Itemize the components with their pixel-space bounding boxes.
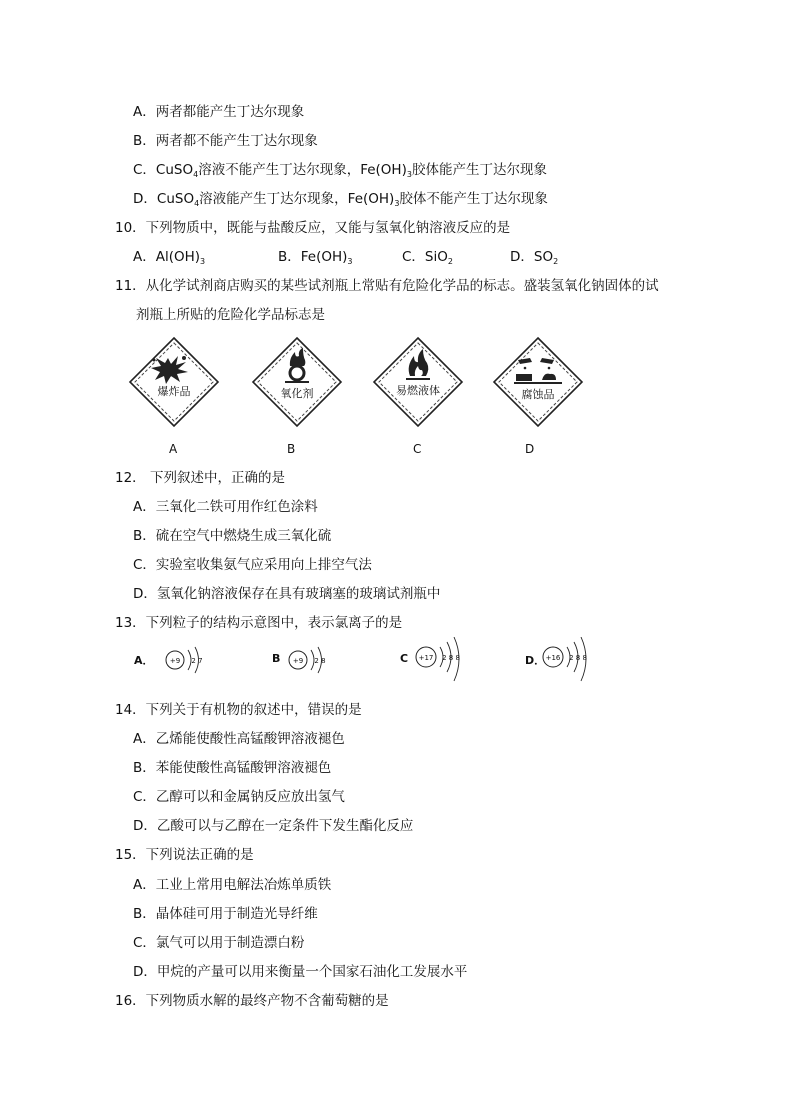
sign-d-text: 腐蚀品 — [521, 388, 555, 401]
q13-option-b-label: B — [272, 652, 281, 665]
q15-option-c: C．氯气可以用于制造漂白粉 — [133, 935, 305, 951]
svg-text:2 7: 2 7 — [191, 657, 203, 665]
corrosive-hazard-sign — [492, 336, 584, 428]
q13-option-c-label: C — [400, 652, 409, 665]
svg-text:+9: +9 — [292, 657, 304, 665]
q9-option-d: D．CuSO$_4$溶液能产生丁达尔现象，$Fe(OH)_3$胶体不能产生丁达尔现象 — [133, 191, 548, 208]
q13-option-d — [525, 645, 625, 685]
svg-text:+9: +9 — [169, 657, 181, 665]
q11-stem-line1: 11．从化学试剂商店购买的某些试剂瓶上常贴有危险化学品的标志。盛装氢氧化钠固体的试 — [115, 278, 659, 294]
q9-option-c: C．CuSO$_4$溶液不能产生丁达尔现象，$Fe(OH)_3$胶体能产生丁达尔现象 — [133, 162, 547, 179]
q11-stem-line2: 剂瓶上所贴的危险化学品标志是 — [136, 307, 325, 323]
atom-diagram-c — [412, 637, 484, 687]
sign-d-letter: D — [525, 442, 535, 456]
q16-stem: 16．下列物质水解的最终产物不含葡萄糖的是 — [115, 993, 389, 1009]
q10-stem: 10．下列物质中，既能与盐酸反应，又能与氢氧化钠溶液反应的是 — [115, 220, 511, 236]
svg-text:+17: +17 — [418, 654, 434, 662]
q10-option-b: B．$Fe(OH)_3$ — [278, 249, 353, 266]
svg-text:2 8 8: 2 8 8 — [569, 654, 587, 662]
sign-a-letter: A — [169, 442, 178, 456]
sign-b-letter: B — [287, 442, 296, 456]
explosive-hazard-sign — [128, 336, 220, 428]
q15-option-b: B．晶体硅可用于制造光导纤维 — [133, 906, 318, 922]
q13-option-b — [272, 645, 362, 685]
q10-option-d: D．$SO_2$ — [510, 249, 559, 266]
q12-option-a: A．三氧化二铁可用作红色涂料 — [133, 499, 318, 515]
atom-diagram-d — [539, 637, 611, 687]
svg-text:+16: +16 — [545, 654, 561, 662]
sign-b-text: 氧化剂 — [280, 387, 314, 400]
q13-option-d-label: D． — [525, 654, 546, 667]
sign-c-text: 易燃液体 — [396, 384, 440, 397]
q14-stem: 14．下列关于有机物的叙述中，错误的是 — [115, 702, 362, 718]
q12-option-c: C．实验室收集氨气应采用向上排空气法 — [133, 557, 372, 573]
q13-option-a-label: A． — [134, 654, 154, 667]
q13-option-a — [134, 645, 224, 685]
q10-option-c: C．SiO$_2$ — [402, 249, 453, 266]
q13-option-c — [400, 645, 500, 685]
q13-stem: 13．下列粒子的结构示意图中，表示氯离子的是 — [115, 615, 403, 631]
atom-diagram-a — [164, 645, 224, 685]
atom-diagram-b — [287, 645, 347, 685]
svg-text:2 8: 2 8 — [314, 657, 326, 665]
sign-a-text: 爆炸品 — [157, 385, 191, 398]
q12-stem: 12． 下列叙述中，正确的是 — [115, 470, 285, 486]
q10-option-a: A．$Al(OH)_3$ — [133, 249, 206, 266]
q15-option-d: D．甲烷的产量可以用来衡量一个国家石油化工发展水平 — [133, 964, 468, 980]
q12-option-b: B．硫在空气中燃烧生成三氧化硫 — [133, 528, 332, 544]
q10-options — [0, 247, 790, 267]
q14-option-d: D．乙酸可以与乙醇在一定条件下发生酯化反应 — [133, 818, 414, 834]
svg-text:2 8 8: 2 8 8 — [442, 654, 460, 662]
flammable-liquid-hazard-sign — [372, 336, 464, 428]
q14-option-c: C．乙醇可以和金属钠反应放出氢气 — [133, 789, 345, 805]
oxidizer-hazard-sign — [251, 336, 343, 428]
q14-option-a: A．乙烯能使酸性高锰酸钾溶液褪色 — [133, 731, 345, 747]
q9-option-b: B．两者都不能产生丁达尔现象 — [133, 133, 318, 149]
q14-option-b: B．苯能使酸性高锰酸钾溶液褪色 — [133, 760, 332, 776]
sign-c-letter: C — [413, 442, 422, 456]
q12-option-d: D．氢氧化钠溶液保存在具有玻璃塞的玻璃试剂瓶中 — [133, 586, 441, 602]
q15-stem: 15．下列说法正确的是 — [115, 847, 254, 863]
q9-option-a: A．两者都能产生丁达尔现象 — [133, 104, 305, 120]
q15-option-a: A．工业上常用电解法冶炼单质铁 — [133, 877, 332, 893]
